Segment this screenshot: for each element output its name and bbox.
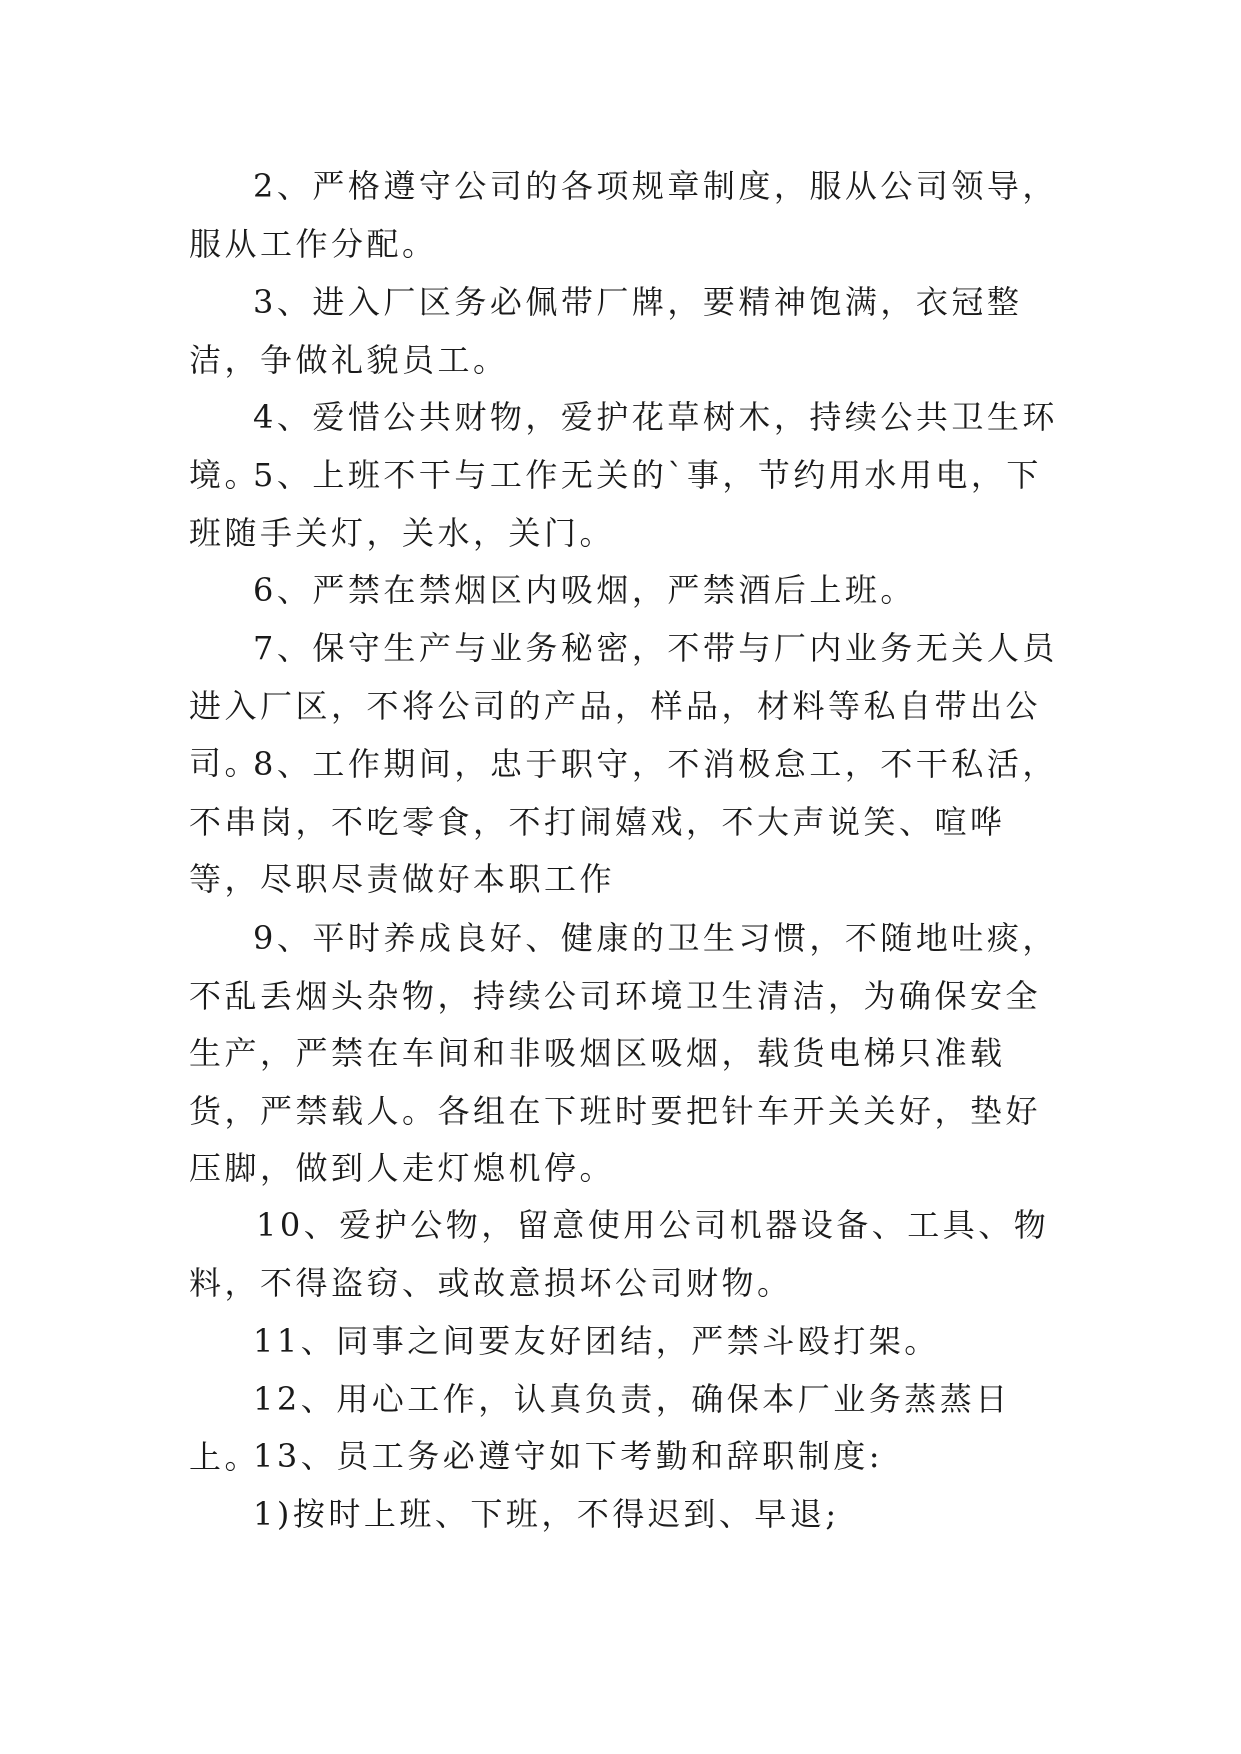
rule-paragraph-13: 13、员工务必遵守如下考勤和辞职制度: bbox=[253, 1437, 884, 1475]
sub-rule-paragraph-1: 1)按时上班、下班，不得迟到、早退; bbox=[253, 1495, 840, 1533]
rule-paragraph-9: 9、平时养成良好、健康的卫生习惯，不随地吐痰，不乱丢烟头杂物，持续公司环境卫生清洁，为确保安全生产，严禁在车间和非吸烟区吸烟，载货电梯只准载货，严禁载人。各组在下班时要把针车开关关好，垫好压脚，做到人走灯熄机停。 bbox=[189, 919, 1058, 1187]
rule-paragraph-11: 11、同事之间要友好团结，严禁斗殴打架。 bbox=[253, 1322, 940, 1360]
rule-paragraph-8: 8、工作期间，忠于职守，不消极怠工，不干私活，不串岗，不吃零食，不打闹嬉戏，不大声说笑、喧哗等，尽职尽责做好本职工作 bbox=[189, 745, 1058, 898]
rule-paragraph-2: 2、严格遵守公司的各项规章制度，服从公司领导，服从工作分配。 bbox=[189, 167, 1058, 263]
rule-paragraph-12: 12、用心工作，认真负责，确保本厂业务蒸蒸日上。 bbox=[189, 1380, 1011, 1476]
rule-paragraph-7: 7、保守生产与业务秘密，不带与厂内业务无关人员进入厂区，不将公司的产品，样品，材料等私自带出公司。 bbox=[189, 629, 1058, 782]
rule-paragraph-5: 5、上班不干与工作无关的`事，节约用水用电，下班随手关灯，关水，关门。 bbox=[189, 456, 1042, 552]
rule-paragraph-6: 6、严禁在禁烟区内吸烟，严禁酒后上班。 bbox=[253, 571, 916, 609]
rule-paragraph-3: 3、进入厂区务必佩带厂牌，要精神饱满，衣冠整洁，争做礼貌员工。 bbox=[189, 283, 1023, 379]
rule-paragraph-4: 4、爱惜公共财物，爱护花草树木，持续公共卫生环境。 bbox=[189, 398, 1058, 494]
rule-paragraph-10: 10、爱护公物，留意使用公司机器设备、工具、物料，不得盗窃、或故意损坏公司财物。 bbox=[189, 1206, 1050, 1302]
